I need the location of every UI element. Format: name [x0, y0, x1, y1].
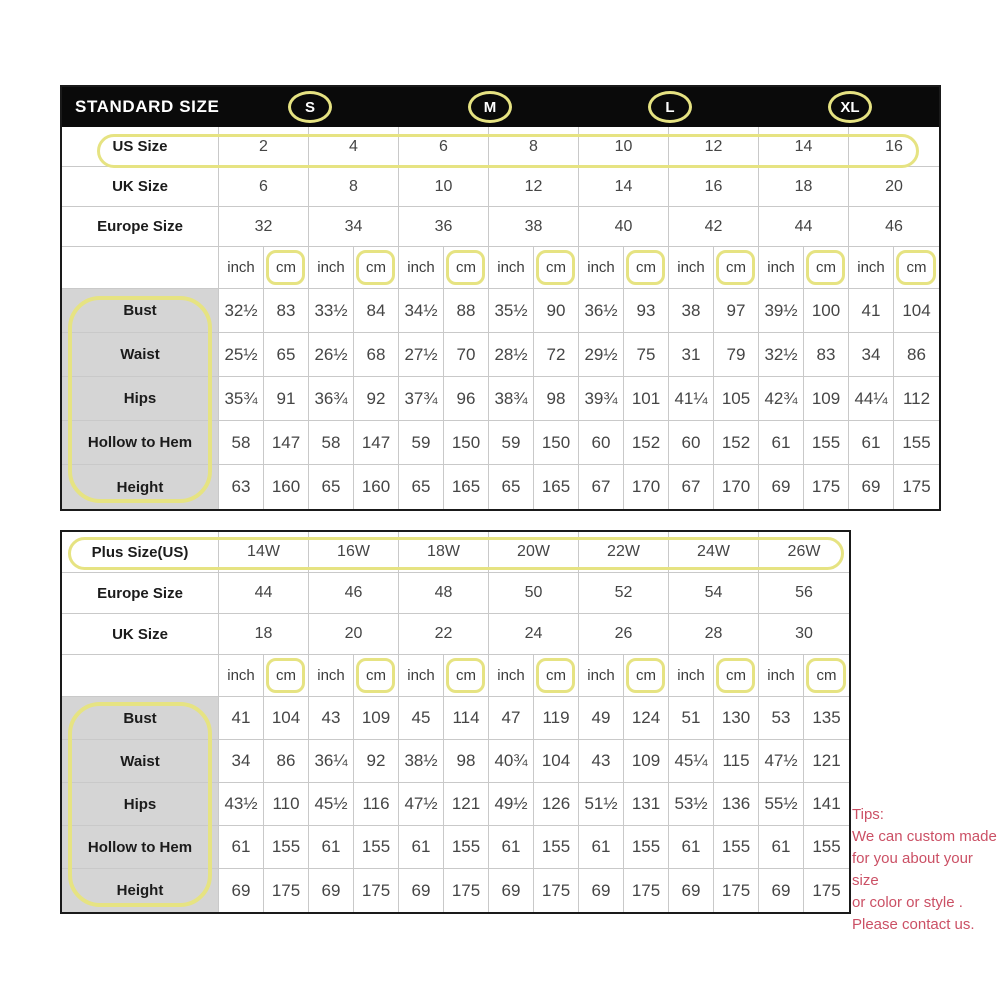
measurement-value: 155: [804, 421, 849, 464]
standard-size-header-bar: [62, 87, 939, 127]
measurement-value: 69: [759, 465, 804, 509]
measurement-value: 65: [489, 465, 534, 509]
measurement-value: 67: [669, 465, 714, 509]
measurement-value: 119: [534, 697, 579, 739]
measurement-value: 83: [804, 333, 849, 376]
measurement-value: 69: [759, 869, 804, 912]
measurement-value: 69: [219, 869, 264, 912]
measurement-value: 39¾: [579, 377, 624, 420]
measurement-value: 88: [444, 289, 489, 332]
size-value: 10: [399, 167, 489, 206]
measurement-value: 59: [489, 421, 534, 464]
measurement-value: 86: [907, 344, 926, 364]
measurement-value: 147: [354, 421, 399, 464]
measurement-value: 69: [309, 869, 354, 912]
measurement-value: 32½: [759, 333, 804, 376]
size-value: 38: [489, 207, 579, 246]
measurement-value: 61: [759, 826, 804, 868]
size-xl-circle-annotation: [828, 91, 872, 123]
standard-size-table: [60, 85, 941, 511]
inch-unit-label: inch: [759, 247, 804, 288]
measurement-value: 112: [902, 388, 931, 408]
size-value: 46: [309, 573, 399, 613]
measurement-value: 45½: [309, 783, 354, 825]
measurement-value: 36½: [579, 289, 624, 332]
measurement-value: 104: [534, 740, 579, 782]
size-value: 4: [309, 127, 399, 166]
cm-unit-label: cm: [354, 247, 399, 288]
size-value: 18: [759, 167, 849, 206]
measurement-value: 47: [489, 697, 534, 739]
row-label: Europe Size: [62, 207, 219, 246]
size-value: 18: [219, 614, 309, 654]
measurement-value: 75: [624, 333, 669, 376]
size-value: 8: [309, 167, 399, 206]
row-label: Europe Size: [62, 573, 219, 613]
measurement-row: [62, 333, 939, 377]
measurement-value: 40¾: [489, 740, 534, 782]
measurement-value: 136: [714, 783, 759, 825]
measurement-value: 109: [804, 377, 849, 420]
measurement-value: 114: [444, 697, 489, 739]
measurement-value: 175: [714, 869, 759, 912]
measurement-value: 36¼: [309, 740, 354, 782]
measurement-value: 41: [219, 697, 264, 739]
measurement-value: 131: [624, 783, 669, 825]
size-value: 14: [579, 167, 669, 206]
inch-unit-label: inch: [759, 655, 804, 696]
measurement-value: 59: [399, 421, 444, 464]
inch-unit-label: inch: [579, 247, 624, 288]
measurement-value: 31: [669, 333, 714, 376]
measurement-value: 37¾: [399, 377, 444, 420]
size-value: 16W: [309, 532, 399, 572]
measurement-value: 110: [264, 783, 309, 825]
measurement-value: 65: [309, 465, 354, 509]
measurement-value: 68: [354, 333, 399, 376]
measurement-value: 69: [489, 869, 534, 912]
measurement-value: 135: [812, 708, 841, 727]
cm-unit-label: cm: [534, 247, 579, 288]
size-value: 42: [669, 207, 759, 246]
measurement-row: [62, 783, 849, 826]
size-value: 16: [885, 137, 903, 155]
measurement-value: 67: [579, 465, 624, 509]
size-value: 36: [399, 207, 489, 246]
measurement-value: 155: [624, 826, 669, 868]
measurement-value: 104: [902, 300, 931, 320]
measurement-value: 175: [264, 869, 309, 912]
measurement-value: 38½: [399, 740, 444, 782]
measurement-value: 33½: [309, 289, 354, 332]
cm-unit-label: cm: [624, 655, 669, 696]
measurement-value: 47½: [399, 783, 444, 825]
size-s-circle-annotation: [288, 91, 332, 123]
measurement-value: 104: [264, 697, 309, 739]
size-value: 2: [219, 127, 309, 166]
cm-unit-label: cm: [534, 655, 579, 696]
size-letter-s: S: [304, 98, 315, 116]
measurement-value: 109: [624, 740, 669, 782]
measurement-value: 91: [264, 377, 309, 420]
measurement-value: 61: [489, 826, 534, 868]
measurement-value: 175: [444, 869, 489, 912]
size-value: 8: [489, 127, 579, 166]
measurement-row: [62, 697, 849, 740]
size-value: 22W: [579, 532, 669, 572]
cm-unit-label: cm: [714, 655, 759, 696]
size-letter-m: M: [483, 98, 497, 116]
measurement-value: 25½: [219, 333, 264, 376]
tips-line: or color or style .: [852, 894, 963, 911]
row-label: UK Size: [62, 614, 219, 654]
measurement-value: 61: [579, 826, 624, 868]
measurement-value: 109: [354, 697, 399, 739]
plus-size-rows: [62, 532, 849, 912]
measurement-value: 130: [714, 697, 759, 739]
measurement-value: 26½: [309, 333, 354, 376]
measurement-value: 47½: [759, 740, 804, 782]
measurement-value: 98: [444, 740, 489, 782]
measurement-value: 175: [354, 869, 399, 912]
measurement-value: 90: [534, 289, 579, 332]
size-value: 12: [669, 127, 759, 166]
size-value: 44: [759, 207, 849, 246]
measurement-value: 83: [264, 289, 309, 332]
measurement-value: 115: [714, 740, 759, 782]
unit-row-label: [62, 655, 219, 696]
measurement-value: 61: [669, 826, 714, 868]
size-value: 40: [579, 207, 669, 246]
measurement-row: [62, 421, 939, 465]
measurement-value: 49: [579, 697, 624, 739]
size-value: 14: [759, 127, 849, 166]
measurement-value: 35½: [489, 289, 534, 332]
measurement-label: Height: [62, 465, 219, 509]
size-conversion-row: [62, 532, 849, 573]
measurement-value: 53: [759, 697, 804, 739]
inch-unit-label: inch: [399, 247, 444, 288]
inch-unit-label: inch: [669, 655, 714, 696]
size-value: 6: [399, 127, 489, 166]
size-conversion-row: [62, 127, 939, 167]
measurement-value: 65: [264, 333, 309, 376]
row-label: UK Size: [62, 167, 219, 206]
cm-unit-label: cm: [804, 655, 849, 696]
size-conversion-row: [62, 167, 939, 207]
measurement-value: 43: [309, 697, 354, 739]
size-value: 18W: [399, 532, 489, 572]
size-letter-l: L: [665, 98, 675, 116]
size-value: 48: [399, 573, 489, 613]
cm-unit-label: cm: [264, 247, 309, 288]
measurement-value: 100: [804, 289, 849, 332]
measurement-label: Bust: [62, 697, 219, 739]
measurement-value: 36¾: [309, 377, 354, 420]
measurement-value: 150: [534, 421, 579, 464]
measurement-value: 175: [812, 880, 841, 900]
row-label: US Size: [62, 127, 219, 166]
measurement-value: 165: [444, 465, 489, 509]
size-conversion-row: [62, 207, 939, 247]
inch-unit-label: inch: [669, 247, 714, 288]
measurement-label: Hips: [62, 377, 219, 420]
size-value: 20: [885, 177, 903, 195]
measurement-row: [62, 377, 939, 421]
size-value: 46: [885, 217, 903, 235]
size-value: 6: [219, 167, 309, 206]
measurement-value: 155: [354, 826, 399, 868]
measurement-value: 101: [624, 377, 669, 420]
measurement-value: 44¼: [849, 377, 894, 420]
cm-unit-label: cm: [354, 655, 399, 696]
size-value: 34: [309, 207, 399, 246]
measurement-value: 53½: [669, 783, 714, 825]
measurement-value: 86: [264, 740, 309, 782]
measurement-value: 175: [804, 465, 849, 509]
measurement-value: 45: [399, 697, 444, 739]
measurement-value: 60: [669, 421, 714, 464]
inch-unit-label: inch: [219, 247, 264, 288]
measurement-value: 105: [714, 377, 759, 420]
measurement-value: 35¾: [219, 377, 264, 420]
measurement-value: 155: [444, 826, 489, 868]
measurement-value: 38¾: [489, 377, 534, 420]
measurement-value: 27½: [399, 333, 444, 376]
measurement-value: 69: [849, 465, 894, 509]
size-value: 32: [219, 207, 309, 246]
measurement-label: Bust: [62, 289, 219, 332]
size-value: 54: [669, 573, 759, 613]
inch-unit-label: inch: [489, 247, 534, 288]
tips-note: [852, 804, 1000, 936]
measurement-value: 41: [849, 289, 894, 332]
measurement-label: Hips: [62, 783, 219, 825]
cm-unit-label: cm: [804, 247, 849, 288]
size-l-circle-annotation: [648, 91, 692, 123]
measurement-value: 165: [534, 465, 579, 509]
standard-size-rows: [62, 127, 939, 509]
measurement-label: Hollow to Hem: [62, 826, 219, 868]
size-value: 24W: [669, 532, 759, 572]
measurement-value: 72: [534, 333, 579, 376]
measurement-row: [62, 869, 849, 912]
measurement-value: 69: [669, 869, 714, 912]
row-label: Plus Size(US): [62, 532, 219, 572]
inch-unit-label: inch: [399, 655, 444, 696]
measurement-value: 141: [812, 794, 841, 813]
measurement-value: 170: [624, 465, 669, 509]
measurement-value: 43: [579, 740, 624, 782]
measurement-value: 160: [264, 465, 309, 509]
cm-unit-label: cm: [444, 655, 489, 696]
measurement-value: 147: [264, 421, 309, 464]
tips-line: Please contact us.: [852, 916, 975, 933]
measurement-value: 58: [219, 421, 264, 464]
measurement-label: Height: [62, 869, 219, 912]
size-conversion-row: [62, 614, 849, 655]
measurement-row: [62, 740, 849, 783]
measurement-value: 84: [354, 289, 399, 332]
measurement-value: 42¾: [759, 377, 804, 420]
unit-header-row: [62, 247, 939, 289]
size-conversion-row: [62, 573, 849, 614]
inch-unit-label: inch: [309, 655, 354, 696]
measurement-value: 155: [534, 826, 579, 868]
size-value: 16: [669, 167, 759, 206]
measurement-value: 28½: [489, 333, 534, 376]
measurement-value: 34½: [399, 289, 444, 332]
size-value: 10: [579, 127, 669, 166]
measurement-value: 61: [849, 421, 894, 464]
measurement-value: 170: [714, 465, 759, 509]
size-value: 20: [309, 614, 399, 654]
measurement-value: 126: [534, 783, 579, 825]
unit-row-label: [62, 247, 219, 288]
size-letter-xl: XL: [840, 98, 860, 116]
unit-header-row: [62, 655, 849, 697]
tips-line: We can custom made: [852, 828, 997, 845]
inch-unit-label: inch: [219, 655, 264, 696]
measurement-value: 39½: [759, 289, 804, 332]
measurement-value: 34: [849, 333, 894, 376]
measurement-value: 98: [534, 377, 579, 420]
size-value: 24: [489, 614, 579, 654]
measurement-value: 155: [714, 826, 759, 868]
measurement-row: [62, 465, 939, 509]
measurement-value: 34: [219, 740, 264, 782]
cm-unit-label: cm: [714, 247, 759, 288]
measurement-value: 175: [534, 869, 579, 912]
measurement-value: 152: [714, 421, 759, 464]
plus-size-table: [60, 530, 851, 914]
measurement-value: 116: [354, 783, 399, 825]
cm-unit-label: cm: [624, 247, 669, 288]
size-value: 26W: [787, 543, 821, 560]
tips-line: for you about your size: [852, 850, 973, 889]
measurement-value: 92: [354, 740, 399, 782]
measurement-value: 69: [579, 869, 624, 912]
measurement-value: 29½: [579, 333, 624, 376]
measurement-label: Waist: [62, 333, 219, 376]
measurement-value: 61: [759, 421, 804, 464]
measurement-row: [62, 289, 939, 333]
inch-unit-label: inch: [309, 247, 354, 288]
measurement-value: 70: [444, 333, 489, 376]
measurement-value: 63: [219, 465, 264, 509]
measurement-label: Waist: [62, 740, 219, 782]
size-m-circle-annotation: [468, 91, 512, 123]
measurement-value: 55½: [759, 783, 804, 825]
measurement-value: 92: [354, 377, 399, 420]
cm-unit-label: cm: [444, 247, 489, 288]
size-value: 22: [399, 614, 489, 654]
inch-unit-label: inch: [849, 247, 894, 288]
measurement-value: 155: [812, 837, 841, 856]
measurement-value: 121: [812, 751, 841, 770]
size-value: 44: [219, 573, 309, 613]
measurement-value: 61: [219, 826, 264, 868]
measurement-value: 49½: [489, 783, 534, 825]
measurement-value: 93: [624, 289, 669, 332]
inch-unit-label: inch: [579, 655, 624, 696]
measurement-value: 61: [399, 826, 444, 868]
measurement-value: 45¼: [669, 740, 714, 782]
size-value: 56: [795, 584, 813, 601]
tips-line: Tips:: [852, 806, 884, 823]
measurement-value: 65: [399, 465, 444, 509]
measurement-value: 96: [444, 377, 489, 420]
measurement-value: 152: [624, 421, 669, 464]
measurement-value: 155: [902, 432, 931, 452]
measurement-value: 32½: [219, 289, 264, 332]
measurement-value: 124: [624, 697, 669, 739]
measurement-value: 38: [669, 289, 714, 332]
measurement-value: 160: [354, 465, 399, 509]
measurement-value: 61: [309, 826, 354, 868]
size-value: 14W: [219, 532, 309, 572]
measurement-value: 43½: [219, 783, 264, 825]
size-value: 50: [489, 573, 579, 613]
measurement-label: Hollow to Hem: [62, 421, 219, 464]
measurement-value: 155: [264, 826, 309, 868]
size-value: 20W: [489, 532, 579, 572]
measurement-value: 150: [444, 421, 489, 464]
cm-unit-label: cm: [894, 247, 939, 288]
measurement-value: 58: [309, 421, 354, 464]
measurement-value: 79: [714, 333, 759, 376]
size-value: 28: [669, 614, 759, 654]
size-value: 30: [795, 625, 813, 642]
measurement-value: 97: [714, 289, 759, 332]
cm-unit-label: cm: [264, 655, 309, 696]
measurement-value: 69: [399, 869, 444, 912]
size-value: 52: [579, 573, 669, 613]
measurement-row: [62, 826, 849, 869]
measurement-value: 51½: [579, 783, 624, 825]
measurement-value: 175: [902, 477, 931, 496]
measurement-value: 51: [669, 697, 714, 739]
size-value: 26: [579, 614, 669, 654]
standard-size-title: STANDARD SIZE: [75, 97, 220, 116]
size-value: 12: [489, 167, 579, 206]
measurement-value: 41¼: [669, 377, 714, 420]
measurement-value: 60: [579, 421, 624, 464]
measurement-value: 175: [624, 869, 669, 912]
measurement-value: 121: [444, 783, 489, 825]
inch-unit-label: inch: [489, 655, 534, 696]
